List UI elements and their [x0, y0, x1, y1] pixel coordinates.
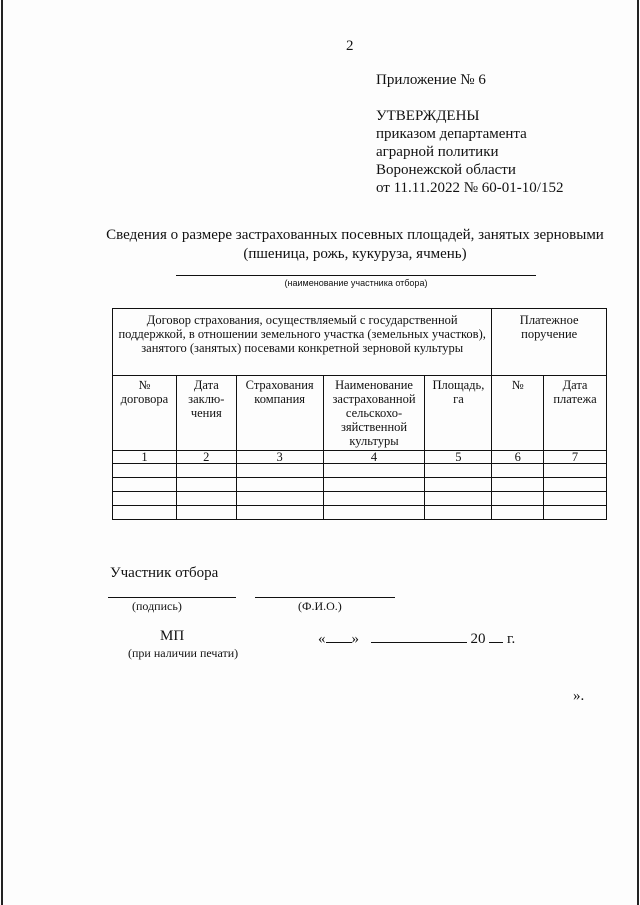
- approval-line: от 11.11.2022 № 60-01-10/152: [376, 180, 564, 196]
- table-row: [113, 506, 607, 520]
- column-number: 4: [323, 451, 425, 464]
- date-line: [318, 628, 515, 648]
- table-row: [113, 478, 607, 492]
- table-cell: [113, 492, 177, 506]
- table-cell: [492, 492, 544, 506]
- table-cell: [544, 464, 607, 478]
- column-number: 3: [236, 451, 323, 464]
- column-number: 5: [425, 451, 492, 464]
- table-cell: [544, 478, 607, 492]
- participant-name-line: [176, 275, 536, 276]
- table-cell: [492, 464, 544, 478]
- participant-name-caption: (наименование участника отбора): [284, 278, 428, 288]
- table-cell: [323, 478, 425, 492]
- header-area: Площадь, га: [425, 376, 492, 451]
- document-title: Сведения о размере застрахованных посевных площадей, занятых зерновыми (пшеница, рожь, кукуруза, ячмень): [106, 227, 604, 262]
- table-cell: [236, 464, 323, 478]
- table-cell: [425, 464, 492, 478]
- table-cell: [176, 464, 236, 478]
- table-cell: [323, 506, 425, 520]
- signature-line: [108, 597, 236, 598]
- header-payment-group: Платежное поручение: [492, 309, 607, 376]
- table-cell: [236, 506, 323, 520]
- table-cell: [176, 478, 236, 492]
- approval-line: УТВЕРЖДЕНЫ: [376, 108, 480, 124]
- participant-label: Участник отбора: [110, 565, 219, 581]
- year-prefix: 20: [470, 631, 486, 647]
- table-cell: [236, 492, 323, 506]
- table-cell: [323, 492, 425, 506]
- table-cell: [492, 506, 544, 520]
- header-payment-date: Дата платежа: [544, 376, 607, 451]
- header-crop-name: Наименование застрахованной сельскохо-зяйственной культуры: [323, 376, 425, 451]
- approval-line: Воронежской области: [376, 162, 516, 178]
- column-number: 7: [544, 451, 607, 464]
- scan-edge-right: [637, 0, 639, 905]
- header-contract-group: Договор страхования, осуществляемый с государственной поддержкой, в отношении земельного участка (земельных участков), занятого (занятых) посевами конкретной зерновой культуры: [113, 309, 492, 376]
- closing-quote: ».: [573, 688, 585, 704]
- table-cell: [544, 492, 607, 506]
- date-open-quote: «: [318, 631, 326, 647]
- table-row: [113, 492, 607, 506]
- table-cell: [236, 478, 323, 492]
- column-number: 6: [492, 451, 544, 464]
- header-contract-number: № договора: [113, 376, 177, 451]
- name-caption: (Ф.И.О.): [298, 599, 342, 613]
- scan-edge-left: [1, 0, 3, 905]
- header-payment-number: №: [492, 376, 544, 451]
- table-cell: [176, 492, 236, 506]
- day-blank: [326, 628, 352, 643]
- header-insurance-company: Страхования компания: [236, 376, 323, 451]
- month-blank: [371, 628, 467, 643]
- table-cell: [425, 492, 492, 506]
- table-cell: [425, 506, 492, 520]
- header-conclusion-date: Дата заклю-чения: [176, 376, 236, 451]
- table-cell: [425, 478, 492, 492]
- table-cell: [113, 478, 177, 492]
- table-row: [113, 464, 607, 478]
- table-cell: [323, 464, 425, 478]
- date-close-quote: »: [351, 631, 359, 647]
- signature-caption: (подпись): [132, 599, 182, 613]
- stamp-caption: (при наличии печати): [128, 646, 239, 660]
- column-number: 2: [176, 451, 236, 464]
- table-cell: [176, 506, 236, 520]
- table-cell: [544, 506, 607, 520]
- table-cell: [113, 464, 177, 478]
- page-number: 2: [346, 38, 354, 54]
- year-suffix: г.: [507, 631, 516, 647]
- name-line: [255, 597, 395, 598]
- appendix-label: Приложение № 6: [376, 72, 486, 88]
- stamp-label: МП: [160, 628, 185, 644]
- table-cell: [113, 506, 177, 520]
- table-cell: [492, 478, 544, 492]
- year-blank: [489, 628, 503, 643]
- column-number: 1: [113, 451, 177, 464]
- insurance-table: [112, 308, 607, 520]
- approval-line: приказом департамента: [376, 126, 527, 142]
- approval-block: [376, 107, 563, 197]
- approval-line: аграрной политики: [376, 144, 499, 160]
